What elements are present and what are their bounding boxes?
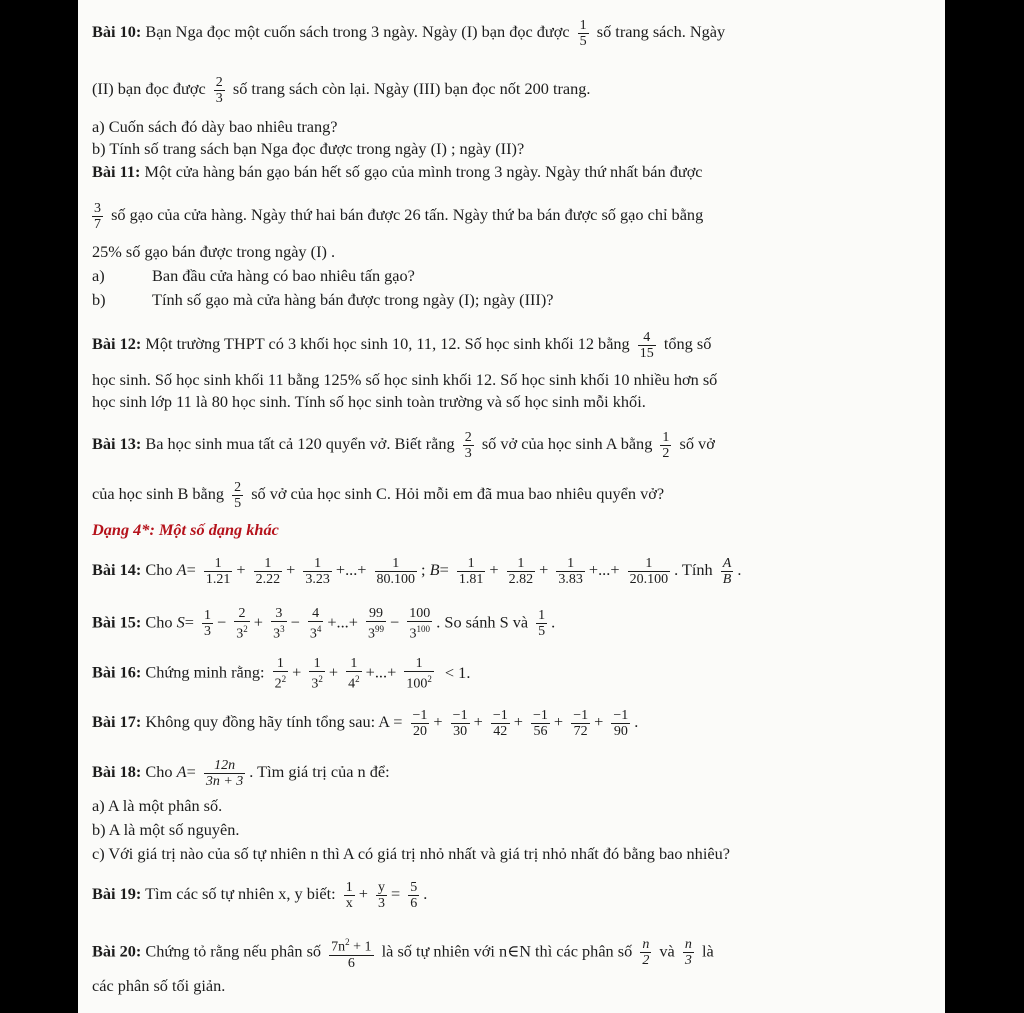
fraction: $\frac{1}{1.21}$ [205, 556, 231, 587]
fraction: $\frac{1}{5}$ [579, 18, 587, 49]
fraction: $\frac{A}{B}$ [722, 556, 732, 587]
b11-line3: 25% số gạo bán được trong ngày (I) . [92, 242, 336, 261]
b10-question-a: a) Cuốn sách đó dày bao nhiêu trang? [92, 117, 338, 136]
b11-line1: Bài 11: Một cửa hàng bán gạo bán hết số gạo của mình trong 3 ngày. Ngày thứ nhất bán được [92, 162, 703, 181]
b13-line2: của học sinh B bằng $\frac{2}{5}$ số vở của học sinh C. Hỏi mỗi em đã mua bao nhiêu quyển vở? [92, 480, 665, 511]
section-heading: Dạng 4*: Một số dạng khác [92, 520, 279, 539]
fraction: $\frac{1}{3}$ [204, 608, 212, 640]
fraction: $\frac{5}{6}$ [410, 880, 418, 911]
fraction: $\frac{12n}{3n + 3}$ [205, 758, 244, 789]
b10-question-b: b) Tính số trang sách bạn Nga đọc được trong ngày (I) ; ngày (II)? [92, 139, 525, 158]
fraction: $\frac{1}{2^2}$ [274, 656, 287, 692]
fraction: $\frac{-1}{90}$ [613, 708, 629, 739]
fraction: $\frac{1}{4^2}$ [348, 656, 360, 692]
fraction: $\frac{y}{3}$ [378, 880, 386, 911]
fraction: $\frac{1}{x}$ [345, 880, 353, 911]
document-page [78, 0, 945, 1013]
fraction: $\frac{1}{3^2}$ [311, 656, 323, 692]
fraction: $\frac{1}{3.23}$ [305, 556, 330, 587]
fraction: $\frac{100}{3^{100}}$ [409, 606, 431, 642]
b18-line: Bài 18: Cho A= $\frac{12n}{3n + 3}$ . Tìm giá trị của n để: [92, 758, 390, 789]
b13-line1: Bài 13: Ba học sinh mua tất cả 120 quyển vở. Biết rằng $\frac{2}{3}$ số vở của học sinh A bằng $\frac{1}{2}$ số vở [92, 430, 715, 461]
fraction: $\frac{2}{3}$ [215, 75, 223, 106]
b19-line: Bài 19: Tìm các số tự nhiên x, y biết: $\frac{1}{x}$ + $\frac{y}{3}$ = $\frac{5}{6}$ . [92, 880, 428, 911]
b20-line1: Bài 20: Chứng tỏ rằng nếu phân số $\frac{7n^2 + 1}{6}$ là số tự nhiên với n∈N thì các phân số $\frac{n}{2}$ và $\frac{n}{3}$ là [92, 937, 714, 971]
fraction: $\frac{-1}{56}$ [533, 708, 548, 739]
fraction: $\frac{1}{3.83}$ [558, 556, 583, 587]
b12-line1: Bài 12: Một trường THPT có 3 khối học sinh 10, 11, 12. Số học sinh khối 12 bằng $\frac{4}{15}$ tổng số [92, 330, 712, 361]
fraction: $\frac{-1}{42}$ [492, 708, 508, 739]
b11-question-b: b) Tính số gạo mà cửa hàng bán được trong ngày (I); ngày (III)? [92, 290, 554, 309]
b10-line2: (II) bạn đọc được $\frac{2}{3}$ số trang sách còn lại. Ngày (III) bạn đọc nốt 200 trang. [92, 75, 591, 106]
fraction: $\frac{1}{2}$ [662, 430, 670, 461]
fraction: $\frac{99}{3^{99}}$ [368, 606, 384, 642]
b12-line3: học sinh lớp 11 là 80 học sinh. Tính số học sinh toàn trường và số học sinh mỗi khối. [92, 392, 646, 411]
b14-line: Bài 14: Cho A= $\frac{1}{1.21}$ + $\frac{1}{2.22}$ + $\frac{1}{3.23}$ +...+ $\frac{1}{80.100}$ ; B= $\frac{1}{1.81}$ + $\frac{1}{2.82}$ + $\frac{1}{3.83}$ +...+ $\frac{1}{20.100}$ . Tính $\frac{A}{B}$ . [92, 556, 742, 587]
b11-line2: $\frac{3}{7}$ số gạo của cửa hàng. Ngày thứ hai bán được 26 tấn. Ngày thứ ba bán được số gạo chỉ bằng [94, 201, 704, 232]
b12-line2: học sinh. Số học sinh khối 11 bằng 125% số học sinh khối 12. Số học sinh khối 10 nhiều hơn số [92, 370, 718, 389]
fraction: $\frac{2}{3}$ [464, 430, 472, 461]
b16-line: Bài 16: Chứng minh rằng: $\frac{1}{2^2}$ + $\frac{1}{3^2}$ + $\frac{1}{4^2}$ +...+ $\frac{1}{100^2}$ < 1. [92, 656, 471, 692]
b15-line: Bài 15: Cho S= $\frac{1}{3}$ − $\frac{2}{3^2}$ + $\frac{3}{3^3}$ − $\frac{4}{3^4}$ +...+ $\frac{99}{3^{99}}$ − $\frac{100}{3^{100}}$ . So sánh S và $\frac{1}{5}$ . [92, 606, 556, 642]
fraction: $\frac{1}{5}$ [538, 608, 546, 640]
fraction: $\frac{1}{1.81}$ [458, 556, 484, 587]
fraction: $\frac{2}{3^2}$ [236, 606, 248, 642]
fraction: $\frac{3}{3^3}$ [273, 606, 285, 642]
fraction: $\frac{7n^2 + 1}{6}$ [331, 937, 372, 971]
b17-line: Bài 17: Không quy đồng hãy tính tổng sau: A = $\frac{-1}{20}$ + $\frac{-1}{30}$ + $\frac{-1}{42}$ + $\frac{-1}{56}$ + $\frac{-1}{72}$ + $\frac{-1}{90}$ . [92, 708, 639, 739]
b18-question-b: b) A là một số nguyên. [92, 820, 240, 839]
b11-question-a: a) Ban đầu cửa hàng có bao nhiêu tấn gạo? [92, 266, 415, 285]
fraction: $\frac{1}{2.22}$ [255, 556, 281, 587]
fraction: $\frac{-1}{30}$ [452, 708, 468, 739]
fraction: $\frac{1}{80.100}$ [376, 556, 416, 587]
fraction: $\frac{1}{20.100}$ [629, 556, 669, 587]
fraction: $\frac{2}{5}$ [234, 480, 242, 511]
b10-line1: Bài 10: Bạn Nga đọc một cuốn sách trong 3 ngày. Ngày (I) bạn đọc được $\frac{1}{5}$ số trang sách. Ngày [92, 18, 726, 49]
b18-question-c: c) Với giá trị nào của số tự nhiên n thì A có giá trị nhỏ nhất và giá trị nhỏ nhất đó bằng bao nhiêu? [92, 844, 730, 863]
fraction: $\frac{4}{3^4}$ [309, 606, 322, 642]
fraction: $\frac{n}{2}$ [642, 937, 650, 969]
b20-line2: các phân số tối giản. [92, 976, 226, 995]
fraction: $\frac{4}{15}$ [639, 330, 654, 361]
fraction: $\frac{-1}{72}$ [573, 708, 589, 739]
fraction: $\frac{1}{2.82}$ [508, 556, 534, 587]
fraction: $\frac{n}{3}$ [684, 937, 692, 969]
fraction: $\frac{1}{100^2}$ [406, 656, 432, 692]
fraction: $\frac{-1}{20}$ [412, 708, 428, 739]
b18-question-a: a) A là một phân số. [92, 796, 223, 815]
fraction: $\frac{3}{7}$ [94, 201, 101, 232]
